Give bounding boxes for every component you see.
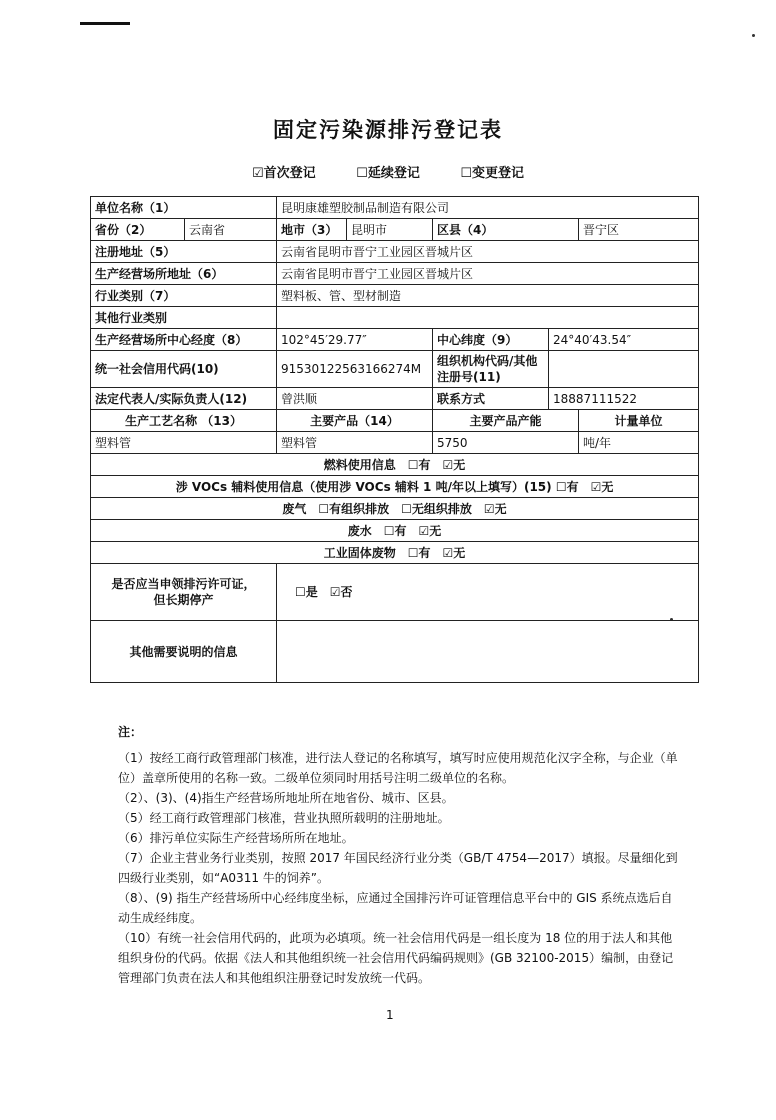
notes-section xyxy=(118,722,678,988)
corner-mark xyxy=(80,22,130,25)
capacity-header: 主要产品产能 xyxy=(433,410,579,432)
vocs-usage-row: 涉 VOCs 辅料使用信息（使用涉 VOCs 辅料 1 吨/年以上填写）(15) ☐有 ☑无 xyxy=(91,476,699,498)
city-label: 地市（3） xyxy=(277,219,347,241)
note-item: （2）、(3)、(4)指生产经营场所地址所在地省份、城市、区县。 xyxy=(118,791,454,805)
unit-value: 吨/年 xyxy=(579,432,699,454)
site-address-value: 云南省昆明市晋宁工业园区晋城片区 xyxy=(277,263,699,285)
page-title: 固定污染源排污登记表 xyxy=(273,118,503,142)
page-number: 1 xyxy=(386,1008,394,1022)
credit-code-value: 91530122563166274M xyxy=(277,351,433,388)
note-item: （1）按经工商行政管理部门核准，进行法人登记的名称填写，填写时应使用规范化汉字全称，与企业（单位）盖章所使用的名称一致。二级单位须同时用括号注明二级单位的名称。 xyxy=(118,751,678,785)
credit-code-label: 统一社会信用代码(10) xyxy=(91,351,277,388)
unit-header: 计量单位 xyxy=(579,410,699,432)
process-value: 塑料管 xyxy=(91,432,277,454)
note-item: （10）有统一社会信用代码的，此项为必填项。统一社会信用代码是一组长度为 18 位的用于法人和其他组织身份的代码。依据《法人和其他组织统一社会信用代码编码规则》(GB 32100-2015）编制，由登记管理部门负责在法人和其他组织注册登记时发放统一代码。 xyxy=(118,931,674,985)
first-registration-option[interactable]: ☑首次登记 xyxy=(251,166,316,181)
unit-name-value: 昆明康雄塑胶制品制造有限公司 xyxy=(277,197,699,219)
permit-answer: ☐是 ☑否 xyxy=(277,564,699,621)
other-industry-value xyxy=(277,307,699,329)
contact-value: 18887111522 xyxy=(549,388,699,410)
registration-type-row xyxy=(0,162,776,181)
province-value: 云南省 xyxy=(185,219,277,241)
longitude-label: 生产经营场所中心经度（8） xyxy=(91,329,277,351)
renewal-registration-option[interactable]: ☐延续登记 xyxy=(356,166,420,181)
note-item: （7）企业主营业务行业类别，按照 2017 年国民经济行业分类（GB/T 4754—2017）填报。尽量细化到四级行业类别，如“A0311 牛的饲养”。 xyxy=(118,851,678,885)
county-value: 晋宁区 xyxy=(579,219,699,241)
latitude-label: 中心纬度（9） xyxy=(433,329,549,351)
org-code-value xyxy=(549,351,699,388)
legal-rep-label: 法定代表人/实际负责人(12) xyxy=(91,388,277,410)
solid-waste-row: 工业固体废物 ☐有 ☑无 xyxy=(91,542,699,564)
capacity-value: 5750 xyxy=(433,432,579,454)
other-info-label: 其他需要说明的信息 xyxy=(91,621,277,683)
waste-water-row: 废水 ☐有 ☑无 xyxy=(91,520,699,542)
permit-question-label: 是否应当申领排污许可证，但长期停产 xyxy=(91,564,277,621)
contact-label: 联系方式 xyxy=(433,388,549,410)
product-value: 塑料管 xyxy=(277,432,433,454)
province-label: 省份（2） xyxy=(91,219,185,241)
fuel-usage-row: 燃料使用信息 ☐有 ☑无 xyxy=(91,454,699,476)
industry-value: 塑料板、管、型材制造 xyxy=(277,285,699,307)
registered-address-label: 注册地址（5） xyxy=(91,241,277,263)
note-item: （8）、(9) 指生产经营场所中心经纬度坐标，应通过全国排污许可证管理信息平台中的 GIS 系统点选后自动生成经纬度。 xyxy=(118,891,673,925)
city-value: 昆明市 xyxy=(347,219,433,241)
note-item: （6）排污单位实际生产经营场所所在地址。 xyxy=(118,831,354,845)
latitude-value: 24°40′43.54″ xyxy=(549,329,699,351)
notes-heading: 注： xyxy=(118,725,143,739)
org-code-label: 组织机构代码/其他注册号(11) xyxy=(433,351,549,388)
industry-label: 行业类别（7） xyxy=(91,285,277,307)
speck xyxy=(752,34,755,37)
registered-address-value: 云南省昆明市晋宁工业园区晋城片区 xyxy=(277,241,699,263)
legal-rep-value: 曾洪顺 xyxy=(277,388,433,410)
other-info-value xyxy=(277,621,699,683)
waste-gas-row: 废气 ☐有组织排放 ☐无组织排放 ☑无 xyxy=(91,498,699,520)
change-registration-option[interactable]: ☐变更登记 xyxy=(460,166,525,181)
county-label: 区县（4） xyxy=(433,219,579,241)
product-header: 主要产品（14） xyxy=(277,410,433,432)
site-address-label: 生产经营场所地址（6） xyxy=(91,263,277,285)
process-header: 生产工艺名称 （13） xyxy=(91,410,277,432)
registration-form-table xyxy=(90,196,699,683)
other-industry-label: 其他行业类别 xyxy=(91,307,277,329)
note-item: （5）经工商行政管理部门核准，营业执照所载明的注册地址。 xyxy=(118,811,450,825)
unit-name-label: 单位名称（1） xyxy=(91,197,277,219)
longitude-value: 102°45′29.77″ xyxy=(277,329,433,351)
